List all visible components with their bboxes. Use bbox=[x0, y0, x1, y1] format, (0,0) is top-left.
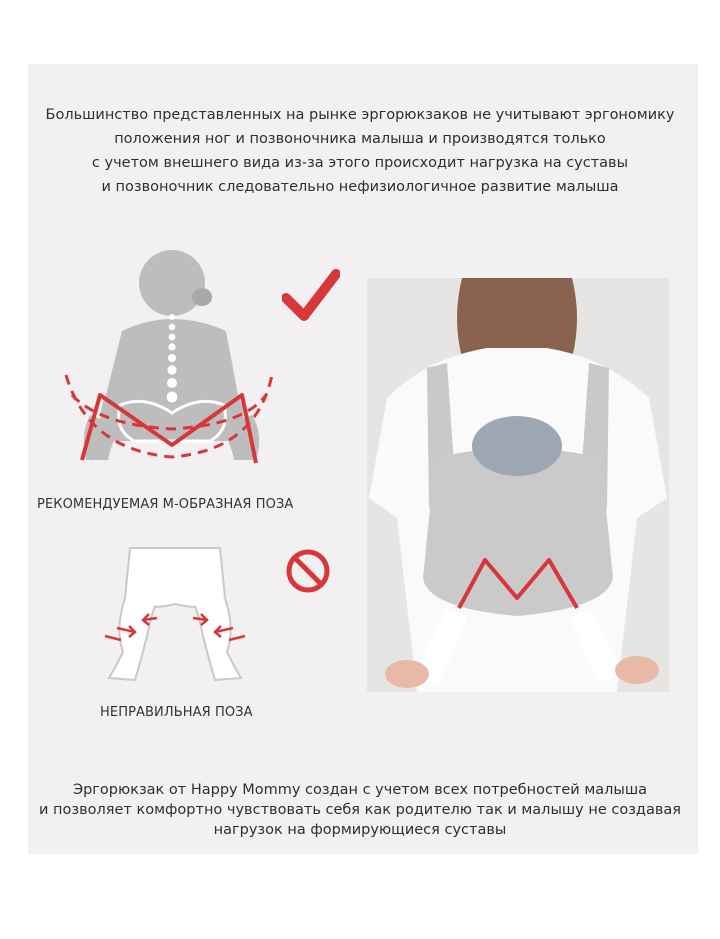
intro-line: с учетом внешнего вида из-за этого происходит нагрузка на суставы bbox=[91, 155, 629, 171]
incorrect-pose-label: НЕПРАВИЛЬНАЯ ПОЗА bbox=[100, 705, 253, 720]
intro-line: положения ног и позвоночника малыша и производятся только bbox=[114, 131, 606, 147]
incorrect-pose-illustration bbox=[95, 540, 255, 690]
intro-line: и позвоночник следовательно нефизиологичное развитие малыша bbox=[101, 179, 619, 195]
m-pose-illustration bbox=[60, 245, 280, 480]
carrier-photo bbox=[367, 278, 669, 692]
outro-line: нагрузок на формирующиеся суставы bbox=[213, 822, 507, 838]
intro-line: Большинство представленных на рынке эргорюкзаков не учитывают эргономику bbox=[45, 107, 675, 123]
outro-line: Эргорюкзак от Happy Mommy создан с учетом всех потребностей малыша bbox=[72, 782, 648, 798]
prohibited-icon bbox=[285, 548, 331, 594]
outro-text bbox=[30, 780, 690, 840]
checkmark-icon bbox=[282, 268, 340, 326]
recommended-pose-label: РЕКОМЕНДУЕМАЯ М-ОБРАЗНАЯ ПОЗА bbox=[37, 497, 294, 512]
outro-line: и позволяет комфортно чувствовать себя как родителю так и малышу не создавая bbox=[38, 802, 681, 818]
intro-text bbox=[40, 103, 680, 199]
